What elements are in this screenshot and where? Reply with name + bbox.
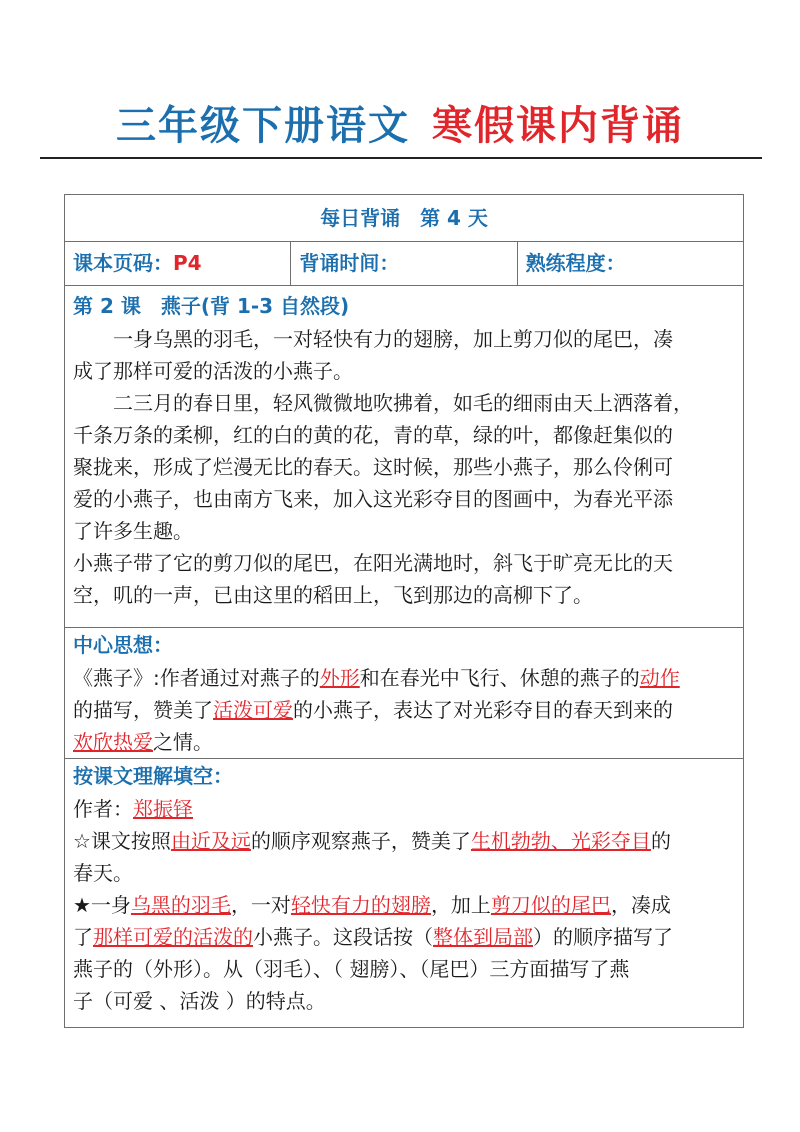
idea-text: 之情。 [153, 730, 213, 754]
recite-time-cell [290, 242, 516, 285]
fill-text: ）的顺序描写了 [533, 925, 673, 949]
fill-line: 燕子的（外形）。从（羽毛）、（ 翅膀）、（尾巴）三方面描写了燕 [73, 957, 630, 981]
title-rule [40, 157, 762, 159]
idea-answer: 欢欣热爱 [73, 730, 153, 754]
text-line: 千条万条的柔柳，红的白的黄的花，青的草，绿的叶，都像赶集似的 [73, 423, 673, 447]
fill-text: 小燕子。这段话按（ [253, 925, 433, 949]
text-line: 了许多生趣。 [73, 519, 193, 543]
fill-answer: 由近及远 [170, 829, 251, 853]
title-grade: 三年级下册语文 [116, 103, 410, 149]
fill-text: ★一身 [73, 893, 131, 917]
text-line: 一身乌黑的羽毛，一对轻快有力的翅膀，加上剪刀似的尾巴，凑 [113, 327, 673, 351]
author-answer: 郑振铎 [133, 797, 193, 821]
fill-text: ，加上 [430, 893, 491, 917]
text-line: 小燕子带了它的剪刀似的尾巴，在阳光满地时，斜飞于旷亮无比的天 [73, 551, 673, 575]
idea-text: 《燕子》:作者通过对燕子的 [73, 666, 320, 690]
fill-text: 的 [650, 829, 671, 853]
text-line: 二三月的春日里，轻风微微地吹拂着，如毛的细雨由天上洒落着， [113, 391, 693, 415]
fill-text: 了 [73, 925, 93, 949]
title-topic: 寒假课内背诵 [432, 103, 684, 149]
central-idea-section [65, 628, 743, 759]
recite-time-label: 背诵时间： [299, 251, 400, 275]
idea-line [73, 726, 733, 758]
idea-text: 的描写，赞美了 [73, 698, 213, 722]
fill-text: 的顺序观察燕子，赞美了 [250, 829, 471, 853]
page-title [0, 98, 800, 154]
fill-answer: 剪刀似的尾巴 [490, 893, 611, 917]
fill-text: ，一对 [230, 893, 291, 917]
recitation-sheet [64, 194, 744, 1028]
idea-text: 的小燕子，表达了对光彩夺目的春天到来的 [293, 698, 673, 722]
proficiency-label: 熟练程度： [525, 251, 626, 275]
fill-line [73, 825, 733, 857]
text-line: 成了那样可爱的活泼的小燕子。 [73, 359, 353, 383]
fill-answer: 乌黑的羽毛 [130, 893, 231, 917]
fill-text: ☆课文按照 [73, 829, 171, 853]
author-label: 作者： [73, 797, 133, 821]
author-line [73, 793, 733, 825]
info-row [65, 242, 743, 286]
idea-line [73, 662, 733, 694]
fill-line: 子（可爱 、活泼 ）的特点。 [73, 989, 326, 1013]
page-number-label: 课本页码： [73, 251, 173, 275]
fill-line: 春天。 [73, 861, 133, 885]
text-line: 空，叽的一声，已由这里的稻田上，飞到那边的高柳下了。 [73, 583, 593, 607]
fill-line [73, 921, 733, 953]
text-line: 聚拢来，形成了烂漫无比的春天。这时候，那些小燕子，那么伶俐可 [73, 455, 673, 479]
fill-text: ，凑成 [610, 893, 671, 917]
fill-answer: 轻快有力的翅膀 [290, 893, 431, 917]
idea-answer: 外形 [319, 666, 360, 690]
text-line: 爱的小燕子，也由南方飞来，加入这光彩夺目的图画中，为春光平添 [73, 487, 673, 511]
idea-answer: 活泼可爱 [213, 698, 293, 722]
lesson-heading: 第 2 课 燕子(背 1-3 自然段) [73, 294, 350, 318]
fill-blank-section [65, 759, 743, 1031]
central-idea-heading: 中心思想： [73, 633, 173, 657]
idea-text: 和在春光中飞行、休憩的燕子的 [359, 666, 640, 690]
proficiency-cell [517, 242, 743, 285]
fill-answer: 那样可爱的活泼的 [93, 925, 253, 949]
page-number-value: P4 [173, 251, 202, 275]
fill-line [73, 889, 733, 921]
day-header: 每日背诵 第 4 天 [65, 195, 743, 242]
idea-answer: 动作 [639, 666, 680, 690]
fill-answer: 整体到局部 [433, 925, 533, 949]
lesson-text-section [65, 286, 743, 628]
page-number-cell [65, 242, 290, 285]
fill-blank-heading: 按课文理解填空： [73, 764, 233, 788]
fill-answer: 生机勃勃、光彩夺目 [470, 829, 651, 853]
idea-line [73, 694, 733, 726]
